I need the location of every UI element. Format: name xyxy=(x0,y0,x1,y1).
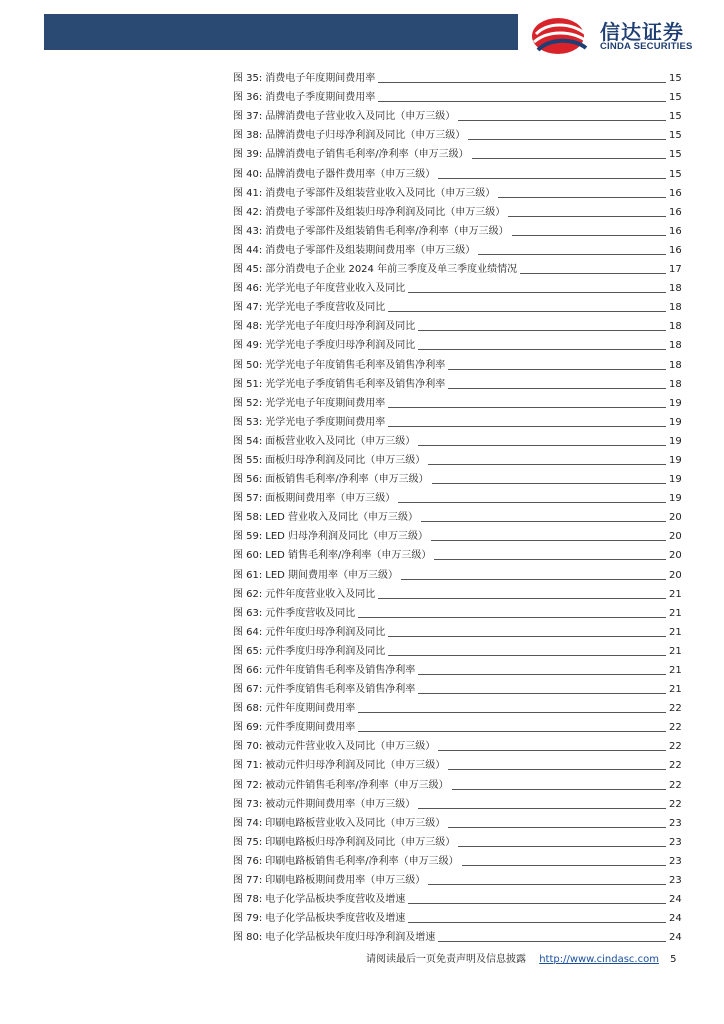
dot-leader xyxy=(448,388,666,389)
figure-page-number: 21 xyxy=(669,607,682,619)
figure-number: 图 65: xyxy=(233,645,263,657)
figure-page-number: 19 xyxy=(669,474,682,486)
figure-number: 图 64: xyxy=(233,626,263,638)
figure-page-number: 23 xyxy=(669,875,682,887)
figure-number: 图 76: xyxy=(233,855,263,867)
figure-title: 面板销售毛利率/净利率（申万三级） xyxy=(265,474,429,486)
dot-leader xyxy=(448,369,666,370)
toc-entry[interactable] xyxy=(233,372,681,391)
figure-title: 面板归母净利润及同比（申万三级） xyxy=(265,454,426,466)
toc-entry[interactable] xyxy=(233,448,681,467)
dot-leader xyxy=(438,178,666,179)
dot-leader xyxy=(358,617,666,618)
figure-number: 图 45: xyxy=(233,264,263,276)
toc-entry[interactable] xyxy=(233,811,681,830)
dot-leader xyxy=(428,884,666,885)
figure-number: 图 56: xyxy=(233,474,263,486)
toc-entry[interactable] xyxy=(233,410,681,429)
dot-leader xyxy=(468,139,666,140)
figure-page-number: 22 xyxy=(669,722,682,734)
toc-entry[interactable] xyxy=(233,601,681,620)
figure-title: 印刷电路板营业收入及同比（申万三级） xyxy=(265,817,446,829)
figure-number: 图 66: xyxy=(233,665,263,676)
figure-number: 图 40: xyxy=(233,168,263,180)
dot-leader xyxy=(408,903,666,904)
dot-leader xyxy=(434,559,666,560)
dot-leader xyxy=(520,273,666,274)
dot-leader xyxy=(462,865,666,866)
figure-page-number: 20 xyxy=(669,531,682,543)
dot-leader xyxy=(408,292,666,293)
toc-entry[interactable] xyxy=(233,66,681,85)
figure-title: 部分消费电子企业 2024 年前三季度及单三季度业绩情况 xyxy=(265,264,518,276)
figure-number: 图 41: xyxy=(233,187,263,199)
figure-page-number: 21 xyxy=(669,626,682,638)
figure-title: 消费电子零部件及组装销售毛利率/净利率（申万三级） xyxy=(265,225,509,237)
figure-number: 图 60: xyxy=(233,550,263,562)
figure-page-number: 15 xyxy=(669,73,682,85)
figure-number: 图 73: xyxy=(233,798,263,810)
dot-leader xyxy=(398,502,666,503)
dot-leader xyxy=(421,521,666,522)
figure-page-number: 21 xyxy=(669,588,682,600)
figure-title: 电子化学品板块年度归母净利润及增速 xyxy=(265,932,436,944)
figure-page-number: 19 xyxy=(669,416,682,428)
figure-title: 消费电子零部件及组装期间费用率（申万三级） xyxy=(265,244,476,256)
figure-page-number: 23 xyxy=(669,817,682,829)
toc-entry[interactable] xyxy=(233,181,681,200)
figure-number: 图 38: xyxy=(233,130,263,142)
figure-page-number: 24 xyxy=(669,913,682,925)
figure-title: 元件年度期间费用率 xyxy=(265,703,356,715)
dot-leader xyxy=(418,808,666,809)
figure-number: 图 80: xyxy=(233,932,263,944)
toc-entry[interactable] xyxy=(233,696,681,715)
dot-leader xyxy=(418,693,666,694)
figure-title: 消费电子零部件及组装营业收入及同比（申万三级） xyxy=(265,187,496,199)
figure-page-number: 16 xyxy=(669,225,682,237)
figure-title: 光学光电子季度期间费用率 xyxy=(265,416,386,428)
figure-number: 图 53: xyxy=(233,416,263,428)
toc-entry[interactable] xyxy=(233,715,681,734)
dot-leader xyxy=(388,311,666,312)
figure-page-number: 18 xyxy=(669,378,682,390)
toc-entry[interactable] xyxy=(233,314,681,333)
toc-entry[interactable] xyxy=(233,429,681,448)
figure-page-number: 15 xyxy=(669,111,682,123)
toc-entry[interactable] xyxy=(233,295,681,314)
figure-page-number: 22 xyxy=(669,779,682,791)
figure-title: 被动元件营业收入及同比（申万三级） xyxy=(265,741,436,753)
figure-title: 光学光电子季度归母净利润及同比 xyxy=(265,340,416,352)
figure-title: 品牌消费电子销售毛利率/净利率（申万三级） xyxy=(265,149,469,161)
cinda-logo-mark-icon xyxy=(530,12,592,56)
toc-entry[interactable] xyxy=(233,658,681,677)
dot-leader xyxy=(418,674,666,675)
figure-number: 图 79: xyxy=(233,913,263,925)
figure-number: 图 39: xyxy=(233,149,263,161)
dot-leader xyxy=(401,579,666,580)
figure-page-number: 20 xyxy=(669,550,682,562)
figure-title: 元件季度期间费用率 xyxy=(265,722,356,734)
figure-title: 电子化学品板块季度营收及增速 xyxy=(265,913,406,925)
figure-page-number: 21 xyxy=(669,645,682,657)
figure-title: 元件季度销售毛利率及销售净利率 xyxy=(265,684,416,696)
dot-leader xyxy=(378,82,666,83)
figure-page-number: 18 xyxy=(669,321,682,333)
figure-page-number: 24 xyxy=(669,894,682,906)
toc-entry[interactable] xyxy=(233,868,681,887)
toc-entry[interactable] xyxy=(233,830,681,849)
toc-entry[interactable] xyxy=(233,772,681,791)
dot-leader xyxy=(431,540,666,541)
figure-title: 元件年度归母净利润及同比 xyxy=(265,626,386,638)
footer-page-number: 5 xyxy=(670,954,677,965)
figure-number: 图 42: xyxy=(233,206,263,218)
figure-number: 图 37: xyxy=(233,111,263,123)
toc-entry[interactable] xyxy=(233,562,681,581)
dot-leader xyxy=(388,655,666,656)
figure-page-number: 19 xyxy=(669,435,682,447)
figure-number: 图 72: xyxy=(233,779,263,791)
dot-leader xyxy=(418,349,666,350)
toc-entry[interactable] xyxy=(233,142,681,161)
figure-page-number: 18 xyxy=(669,302,682,314)
toc-entry[interactable] xyxy=(233,753,681,772)
figure-number: 图 59: xyxy=(233,531,263,543)
figure-number: 图 57: xyxy=(233,493,263,505)
figure-page-number: 16 xyxy=(669,206,682,218)
toc-entry[interactable] xyxy=(233,104,681,123)
dot-leader xyxy=(432,483,666,484)
toc-entry[interactable] xyxy=(233,734,681,753)
figure-number: 图 49: xyxy=(233,340,263,352)
toc-entry[interactable] xyxy=(233,524,681,543)
dot-leader xyxy=(358,712,666,713)
figure-page-number: 18 xyxy=(669,283,682,295)
figure-number: 图 46: xyxy=(233,283,263,295)
brand-name-en: CINDA SECURITIES xyxy=(600,41,693,52)
figure-title: 面板期间费用率（申万三级） xyxy=(265,493,396,505)
toc-entry[interactable] xyxy=(233,639,681,658)
toc-entry[interactable] xyxy=(233,467,681,486)
figure-title: 光学光电子年度归母净利润及同比 xyxy=(265,321,416,333)
cinda-logo xyxy=(530,12,710,56)
figure-title: 消费电子零部件及组装归母净利润及同比（申万三级） xyxy=(265,206,506,218)
figure-number: 图 51: xyxy=(233,378,263,390)
figure-number: 图 52: xyxy=(233,397,263,409)
toc-entry[interactable] xyxy=(233,161,681,180)
figure-page-number: 20 xyxy=(669,512,682,524)
figure-number: 图 50: xyxy=(233,359,263,371)
dot-leader xyxy=(418,445,666,446)
dot-leader xyxy=(388,407,666,408)
toc-entry[interactable] xyxy=(233,257,681,276)
figure-number: 图 69: xyxy=(233,722,263,734)
figure-number: 图 67: xyxy=(233,684,263,696)
figure-page-number: 23 xyxy=(669,836,682,848)
toc-entry[interactable] xyxy=(233,238,681,257)
dot-leader xyxy=(428,464,666,465)
figure-title: LED 营业收入及同比（申万三级） xyxy=(265,512,419,524)
figure-number: 图 58: xyxy=(233,512,263,524)
toc-entry[interactable] xyxy=(233,276,681,295)
figure-number: 图 35: xyxy=(233,73,263,85)
toc-entry[interactable] xyxy=(233,906,681,925)
figure-page-number: 17 xyxy=(669,264,682,276)
figure-title: 印刷电路板归母净利润及同比（申万三级） xyxy=(265,836,456,848)
dot-leader xyxy=(452,789,666,790)
figure-title: 元件季度归母净利润及同比 xyxy=(265,645,386,657)
figure-title: 光学光电子季度营收及同比 xyxy=(265,302,386,314)
figure-number: 图 63: xyxy=(233,607,263,619)
figure-page-number: 19 xyxy=(669,493,682,505)
figure-page-number: 16 xyxy=(669,187,682,199)
figure-page-number: 15 xyxy=(669,149,682,161)
figure-number: 图 62: xyxy=(233,588,263,600)
toc-entry[interactable] xyxy=(233,352,681,371)
dot-leader xyxy=(378,598,666,599)
figure-page-number: 22 xyxy=(669,760,682,772)
figure-title: LED 归母净利润及同比（申万三级） xyxy=(265,531,429,543)
footer-disclaimer: 请阅读最后一页免责声明及信息披露 xyxy=(366,954,526,965)
figure-page-number: 19 xyxy=(669,454,682,466)
figure-page-number: 24 xyxy=(669,932,682,944)
dot-leader xyxy=(378,101,666,102)
dot-leader xyxy=(438,941,666,942)
figure-title: 消费电子年度期间费用率 xyxy=(265,73,376,85)
dot-leader xyxy=(448,769,666,770)
figure-title: 品牌消费电子归母净利润及同比（申万三级） xyxy=(265,130,466,142)
brand-name-cn: 信达证券 xyxy=(600,20,684,44)
figure-title: 光学光电子季度销售毛利率及销售净利率 xyxy=(265,378,446,390)
dot-leader xyxy=(458,846,666,847)
figure-number: 图 77: xyxy=(233,875,263,887)
figure-number: 图 48: xyxy=(233,321,263,333)
figure-title: LED 期间费用率（申万三级） xyxy=(265,569,399,581)
toc-entry[interactable] xyxy=(233,219,681,238)
figure-title: 光学光电子年度营业收入及同比 xyxy=(265,283,406,295)
figure-page-number: 22 xyxy=(669,741,682,753)
dot-leader xyxy=(438,750,666,751)
figure-page-number: 19 xyxy=(669,397,682,409)
figure-title: 光学光电子年度销售毛利率及销售净利率 xyxy=(265,359,446,371)
dot-leader xyxy=(418,330,666,331)
toc-entry[interactable] xyxy=(233,333,681,352)
figure-number: 图 74: xyxy=(233,817,263,829)
figure-title: 被动元件期间费用率（申万三级） xyxy=(265,798,416,810)
figure-page-number: 23 xyxy=(669,855,682,867)
figure-number: 图 68: xyxy=(233,703,263,715)
toc-entry[interactable] xyxy=(233,677,681,696)
figure-number: 图 71: xyxy=(233,760,263,772)
figure-title: 光学光电子年度期间费用率 xyxy=(265,397,386,409)
toc-entry[interactable] xyxy=(233,887,681,906)
figure-index-list xyxy=(233,66,681,944)
figure-page-number: 22 xyxy=(669,703,682,715)
toc-entry[interactable] xyxy=(233,123,681,142)
toc-entry[interactable] xyxy=(233,486,681,505)
figure-title: 消费电子季度期间费用率 xyxy=(265,92,376,104)
figure-number: 图 61: xyxy=(233,569,263,581)
figure-page-number: 18 xyxy=(669,359,682,371)
dot-leader xyxy=(508,216,666,217)
figure-title: 被动元件销售毛利率/净利率（申万三级） xyxy=(265,779,449,791)
figure-number: 图 55: xyxy=(233,454,263,466)
dot-leader xyxy=(358,731,666,732)
dot-leader xyxy=(458,120,666,121)
figure-number: 图 36: xyxy=(233,92,263,104)
page-footer xyxy=(366,950,677,965)
figure-title: 电子化学品板块季度营收及增速 xyxy=(265,894,406,906)
figure-page-number: 22 xyxy=(669,798,682,810)
figure-title: LED 销售毛利率/净利率（申万三级） xyxy=(265,550,432,562)
figure-number: 图 44: xyxy=(233,244,263,256)
figure-title: 面板营业收入及同比（申万三级） xyxy=(265,435,416,447)
dot-leader xyxy=(478,254,666,255)
dot-leader xyxy=(388,426,666,427)
figure-title: 印刷电路板销售毛利率/净利率（申万三级） xyxy=(265,855,459,867)
figure-number: 图 75: xyxy=(233,836,263,848)
figure-page-number: 15 xyxy=(669,168,682,180)
toc-entry[interactable] xyxy=(233,85,681,104)
header-bar xyxy=(44,14,518,50)
figure-number: 图 43: xyxy=(233,225,263,237)
figure-number: 图 70: xyxy=(233,741,263,753)
figure-number: 图 54: xyxy=(233,435,263,447)
figure-page-number: 15 xyxy=(669,92,682,104)
figure-title: 品牌消费电子器件费用率（申万三级） xyxy=(265,168,436,180)
figure-title: 印刷电路板期间费用率（申万三级） xyxy=(265,875,426,887)
dot-leader xyxy=(408,922,666,923)
dot-leader xyxy=(498,197,666,198)
figure-page-number: 20 xyxy=(669,569,682,581)
figure-page-number: 21 xyxy=(669,665,682,676)
figure-number: 图 78: xyxy=(233,894,263,906)
figure-page-number: 18 xyxy=(669,340,682,352)
toc-entry[interactable] xyxy=(233,925,681,944)
figure-number: 图 47: xyxy=(233,302,263,314)
footer-website-link[interactable]: http://www.cindasc.com xyxy=(539,954,659,965)
dot-leader xyxy=(448,827,666,828)
figure-title: 元件季度营收及同比 xyxy=(265,607,356,619)
toc-entry[interactable] xyxy=(233,391,681,410)
figure-title: 元件年度销售毛利率及销售净利率 xyxy=(265,665,416,676)
figure-page-number: 21 xyxy=(669,684,682,696)
figure-page-number: 16 xyxy=(669,244,682,256)
figure-title: 品牌消费电子营业收入及同比（申万三级） xyxy=(265,111,456,123)
dot-leader xyxy=(388,636,666,637)
toc-entry[interactable] xyxy=(233,543,681,562)
figure-title: 元件年度营业收入及同比 xyxy=(265,588,376,600)
toc-entry[interactable] xyxy=(233,849,681,868)
dot-leader xyxy=(472,158,666,159)
toc-entry[interactable] xyxy=(233,792,681,811)
toc-entry[interactable] xyxy=(233,582,681,601)
figure-page-number: 15 xyxy=(669,130,682,142)
toc-entry[interactable] xyxy=(233,620,681,639)
figure-title: 被动元件归母净利润及同比（申万三级） xyxy=(265,760,446,772)
toc-entry[interactable] xyxy=(233,505,681,524)
toc-entry[interactable] xyxy=(233,200,681,219)
dot-leader xyxy=(512,235,666,236)
